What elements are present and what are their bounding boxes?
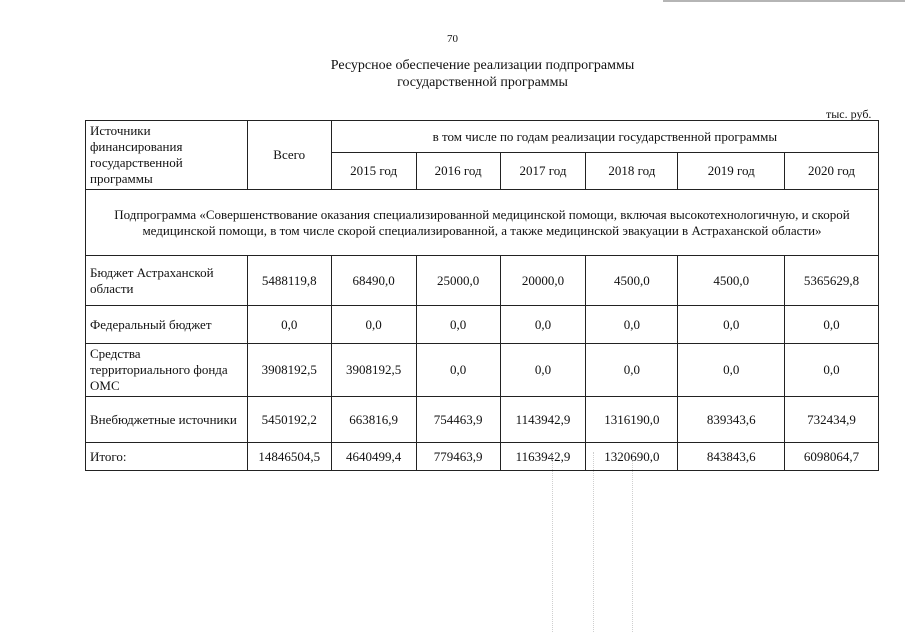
row-source-cell: Внебюджетные источники	[86, 397, 248, 443]
row-year-cell: 25000,0	[416, 256, 500, 306]
units-label: тыс. руб.	[826, 107, 872, 121]
row-total-cell: 3908192,5	[247, 344, 331, 397]
top-edge-line	[663, 0, 905, 2]
row-year-cell: 5365629,8	[785, 256, 879, 306]
row-year-cell: 1163942,9	[500, 443, 586, 471]
funding-table	[85, 120, 879, 471]
header-years-group-cell: в том числе по годам реализации государственной программы	[331, 121, 878, 153]
row-year-cell: 663816,9	[331, 397, 416, 443]
row-year-cell: 0,0	[331, 306, 416, 344]
row-year-cell: 1320690,0	[586, 443, 678, 471]
row-year-cell: 0,0	[678, 306, 785, 344]
header-year-cell: 2017 год	[500, 153, 586, 190]
header-year-cell: 2018 год	[586, 153, 678, 190]
row-source-cell: Средства территориального фонда ОМС	[86, 344, 248, 397]
row-source-cell: Федеральный бюджет	[86, 306, 248, 344]
table-row	[86, 397, 879, 443]
header-total-cell: Всего	[247, 121, 331, 190]
row-year-cell: 0,0	[785, 306, 879, 344]
row-year-cell: 0,0	[416, 306, 500, 344]
page-title	[0, 57, 905, 91]
row-year-cell: 839343,6	[678, 397, 785, 443]
row-source-cell: Итого:	[86, 443, 248, 471]
row-year-cell: 0,0	[500, 344, 586, 397]
row-year-cell: 4640499,4	[331, 443, 416, 471]
row-total-cell: 14846504,5	[247, 443, 331, 471]
row-total-cell: 5450192,2	[247, 397, 331, 443]
header-year-cell: 2019 год	[678, 153, 785, 190]
row-total-cell: 0,0	[247, 306, 331, 344]
row-year-cell: 0,0	[416, 344, 500, 397]
subprogram-row	[86, 190, 879, 256]
row-year-cell: 0,0	[785, 344, 879, 397]
title-line-2: государственной программы	[397, 75, 568, 90]
scan-artifact-line	[593, 452, 595, 632]
table-row	[86, 344, 879, 397]
row-year-cell: 779463,9	[416, 443, 500, 471]
scan-artifact-line	[552, 452, 554, 632]
page-number: 70	[447, 33, 458, 45]
row-year-cell: 843843,6	[678, 443, 785, 471]
row-year-cell: 20000,0	[500, 256, 586, 306]
header-year-cell: 2020 год	[785, 153, 879, 190]
row-year-cell: 732434,9	[785, 397, 879, 443]
header-source-cell: Источники финансирования государственной программы	[86, 121, 248, 190]
row-year-cell: 0,0	[678, 344, 785, 397]
row-year-cell: 0,0	[500, 306, 586, 344]
row-year-cell: 4500,0	[586, 256, 678, 306]
row-year-cell: 3908192,5	[331, 344, 416, 397]
row-year-cell: 1143942,9	[500, 397, 586, 443]
table-row	[86, 256, 879, 306]
header-year-cell: 2016 год	[416, 153, 500, 190]
title-line-1: Ресурсное обеспечение реализации подпрограммы	[330, 58, 635, 73]
row-total-cell: 5488119,8	[247, 256, 331, 306]
header-row-1	[86, 121, 879, 153]
table-row-total	[86, 443, 879, 471]
row-year-cell: 1316190,0	[586, 397, 678, 443]
row-year-cell: 4500,0	[678, 256, 785, 306]
header-year-cell: 2015 год	[331, 153, 416, 190]
table-row	[86, 306, 879, 344]
scan-artifact-line	[632, 452, 634, 632]
row-year-cell: 0,0	[586, 306, 678, 344]
row-year-cell: 6098064,7	[785, 443, 879, 471]
row-year-cell: 0,0	[586, 344, 678, 397]
row-source-cell: Бюджет Астраханской области	[86, 256, 248, 306]
row-year-cell: 754463,9	[416, 397, 500, 443]
row-year-cell: 68490,0	[331, 256, 416, 306]
subprogram-title-cell: Подпрограмма «Совершенствование оказания специализированной медицинской помощи, включая высокотехнологичную, и скорой медицинской помощи, в том числе скорой специализированной, а также медицинской эвакуации в Астраханской области»	[86, 190, 879, 256]
